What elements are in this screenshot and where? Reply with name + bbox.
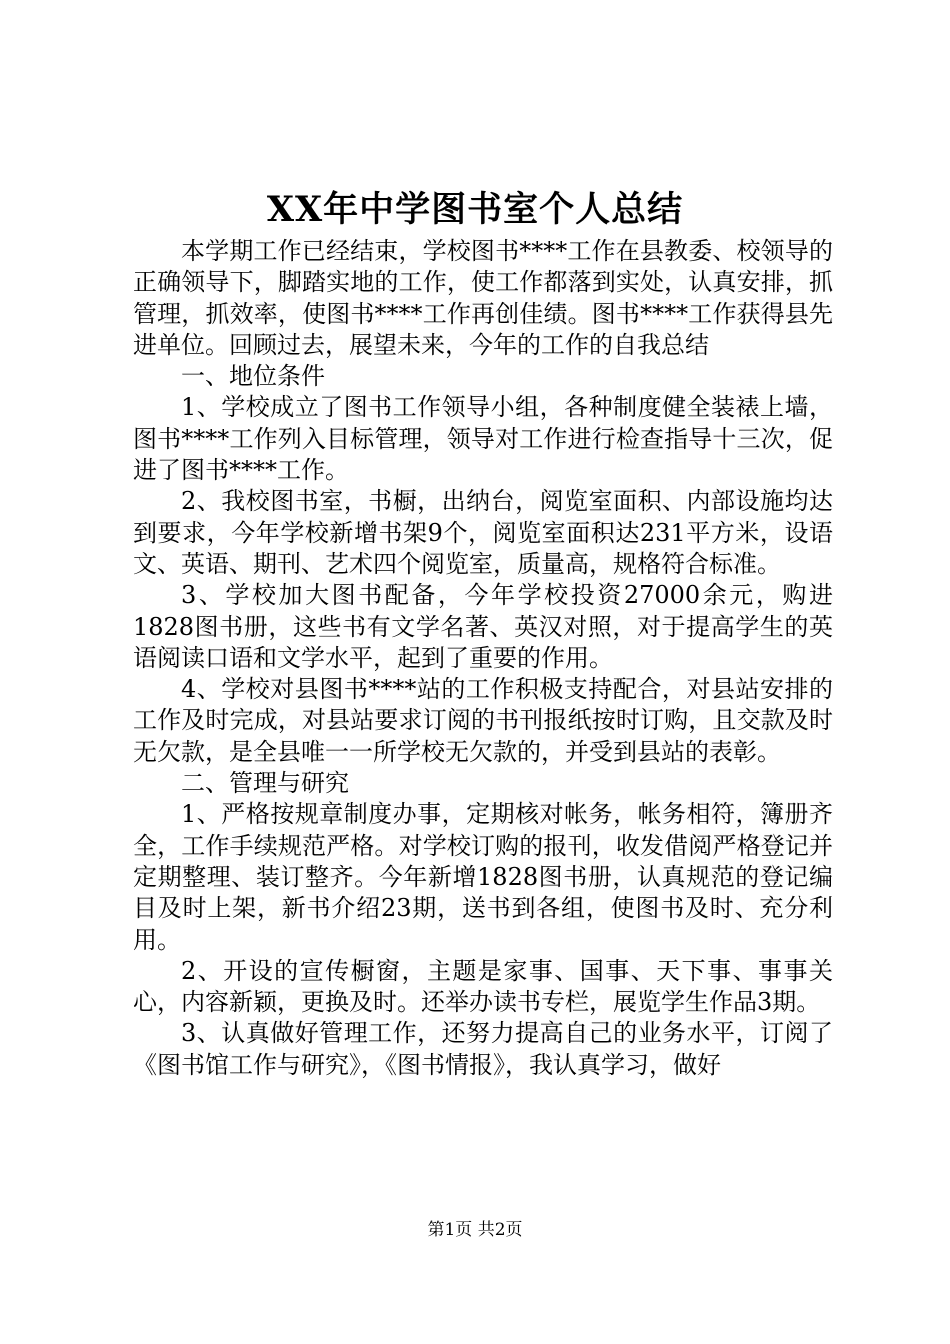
paragraph-1-3: 3、学校加大图书配备，今年学校投资27000余元，购进1828图书册，这些书有文学名著、英汉对照，对于提高学生的英语阅读口语和文学水平，起到了重要的作用。	[133, 581, 833, 672]
page-footer: 第1页 共2页	[427, 1220, 523, 1240]
intro-paragraph: 本学期工作已经结束，学校图书****工作在县教委、校领导的正确领导下，脚踏实地的工作，使工作都落到实处，认真安排，抓管理，抓效率，使图书****工作再创佳绩。图书****工作获得县先进单位。回顾过去，展望未来，今年的工作的自我总结	[133, 237, 833, 359]
paragraph-2-1: 1、严格按规章制度办事，定期核对帐务，帐务相符，簿册齐全，工作手续规范严格。对学校订购的报刊，收发借阅严格登记并定期整理、装订整齐。今年新增1828图书册，认真规范的登记编目及时上架，新书介绍23期，送书到各组，使图书及时、充分利用。	[133, 800, 833, 954]
section-heading-1: 一、地位条件	[181, 362, 325, 391]
document-title: XX年中学图书室个人总结	[266, 189, 684, 230]
paragraph-1-1: 1、学校成立了图书工作领导小组，各种制度健全装裱上墙，图书****工作列入目标管理，领导对工作进行检查指导十三次，促进了图书****工作。	[133, 393, 833, 485]
paragraph-1-4: 4、学校对县图书****站的工作积极支持配合，对县站安排的工作及时完成，对县站要求订阅的书刊报纸按时订购，且交款及时无欠款，是全县唯一一所学校无欠款的，并受到县站的表彰。	[133, 675, 833, 766]
paragraph-1-2: 2、我校图书室，书橱，出纳台，阅览室面积、内部设施均达到要求，今年学校新增书架9个，阅览室面积达231平方米，设语文、英语、期刊、艺术四个阅览室，质量高，规格符合标准。	[133, 487, 833, 578]
document-body	[133, 236, 833, 1081]
section-heading-2: 二、管理与研究	[181, 769, 349, 798]
paragraph-2-3: 3、认真做好管理工作，还努力提高自己的业务水平，订阅了《图书馆工作与研究》，《图书情报》，我认真学习，做好	[133, 1019, 833, 1079]
paragraph-2-2: 2、开设的宣传橱窗，主题是家事、国事、天下事、事事关心，内容新颖，更换及时。还举办读书专栏，展览学生作品3期。	[133, 956, 833, 1017]
